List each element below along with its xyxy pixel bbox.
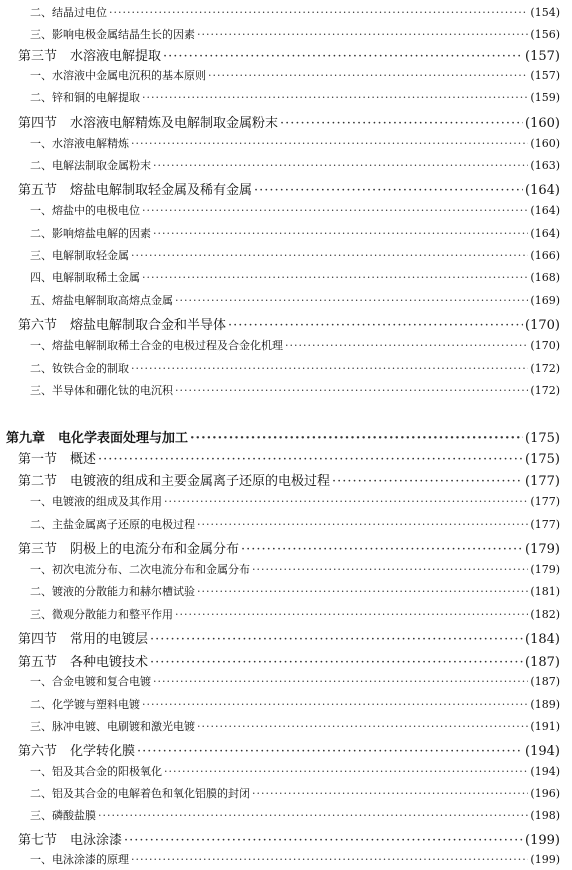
dot-leader [131, 249, 528, 262]
toc-entry-page-number: (175) [525, 452, 560, 467]
toc-entry-title: 二、钕铁合金的制取 [30, 362, 129, 375]
toc-entry-title: 第四节 水溶液电解精炼及电解制取金属粉末 [18, 116, 279, 131]
toc-entry-title: 第六节 熔盐电解制取合金和半导体 [18, 318, 227, 333]
toc-entry-page-number: (160) [525, 116, 560, 131]
toc-entry-page-number: (189) [530, 698, 560, 711]
toc-entry-title: 第五节 各种电镀技术 [18, 655, 149, 670]
toc-entry-page-number: (182) [530, 608, 560, 621]
dot-leader [164, 495, 528, 508]
dot-leader [137, 744, 523, 759]
dot-leader [332, 474, 523, 489]
dot-leader [109, 6, 528, 19]
dot-leader [208, 69, 528, 82]
toc-entry-sub [0, 718, 572, 734]
toc-entry-section [0, 829, 572, 848]
toc-entry-title: 一、铝及其合金的阳极氧化 [30, 765, 162, 778]
toc-entry-title: 第三节 阴极上的电流分布和金属分布 [18, 542, 240, 557]
toc-entry-sub [0, 606, 572, 622]
dot-leader [175, 294, 528, 307]
dot-leader [153, 227, 528, 240]
toc-entry-title: 第二节 电镀液的组成和主要金属离子还原的电极过程 [18, 474, 331, 489]
toc-entry-title: 一、合金电镀和复合电镀 [30, 675, 151, 688]
toc-entry-page-number: (170) [530, 339, 560, 352]
toc-entry-title: 二、锌和铜的电解提取 [30, 91, 140, 104]
toc-entry-page-number: (175) [525, 431, 560, 446]
toc-entry-page-number: (179) [530, 563, 560, 576]
toc-entry-section [0, 628, 572, 647]
toc-entry-page-number: (168) [530, 271, 560, 284]
toc-entry-title: 三、影响电极金属结晶生长的因素 [30, 28, 195, 41]
toc-entry-sub [0, 583, 572, 599]
dot-leader [150, 632, 523, 647]
toc-entry-sub [0, 157, 572, 173]
toc-entry-page-number: (196) [530, 787, 560, 800]
toc-entry-page-number: (198) [530, 809, 560, 822]
dot-leader [197, 585, 528, 598]
dot-leader [252, 563, 528, 576]
toc-entry-sub [0, 135, 572, 151]
toc-entry-page-number: (172) [530, 384, 560, 397]
dot-leader [228, 318, 523, 333]
toc-entry-title: 二、结晶过电位 [30, 6, 107, 19]
toc-entry-chapter [0, 427, 572, 446]
toc-entry-sub [0, 696, 572, 712]
toc-entry-section [0, 538, 572, 557]
dot-leader [241, 542, 523, 557]
dot-leader [197, 28, 528, 41]
toc-entry-title: 第六节 化学转化膜 [18, 744, 136, 759]
dot-leader [175, 608, 528, 621]
dot-leader [150, 655, 523, 670]
toc-entry-sub [0, 89, 572, 105]
dot-leader [254, 183, 523, 198]
toc-entry-page-number: (199) [525, 833, 560, 848]
toc-entry-page-number: (199) [530, 853, 560, 866]
toc-entry-page-number: (157) [525, 49, 560, 64]
toc-entry-title: 第七节 电泳涂漆 [18, 833, 123, 848]
toc-entry-page-number: (164) [525, 183, 560, 198]
toc-entry-title: 二、影响熔盐电解的因素 [30, 227, 151, 240]
toc-entry-page-number: (159) [530, 91, 560, 104]
toc-entry-title: 一、熔盐电解制取稀土合金的电极过程及合金化机理 [30, 339, 283, 352]
toc-entry-sub [0, 4, 572, 20]
toc-entry-title: 四、电解制取稀土金属 [30, 271, 140, 284]
toc-entry-title: 二、电解法制取金属粉末 [30, 159, 151, 172]
toc-entry-page-number: (172) [530, 362, 560, 375]
toc-entry-sub [0, 292, 572, 308]
toc-entry-sub [0, 337, 572, 353]
toc-entry-sub [0, 360, 572, 376]
toc-entry-title: 三、电解制取轻金属 [30, 249, 129, 262]
toc-entry-page-number: (187) [525, 655, 560, 670]
toc-entry-title: 一、电镀液的组成及其作用 [30, 495, 162, 508]
dot-leader [142, 271, 528, 284]
toc-entry-section [0, 740, 572, 759]
dot-leader [175, 384, 528, 397]
toc-entry-page-number: (181) [530, 585, 560, 598]
toc-entry-sub [0, 763, 572, 779]
toc-entry-sub [0, 225, 572, 241]
dot-leader [142, 698, 528, 711]
dot-leader [190, 431, 523, 446]
toc-entry-section [0, 45, 572, 64]
toc-entry-sub [0, 67, 572, 83]
toc-entry-page-number: (166) [530, 249, 560, 262]
toc-entry-sub [0, 785, 572, 801]
dot-leader [153, 675, 528, 688]
dot-leader [142, 204, 528, 217]
toc-entry-page-number: (177) [530, 495, 560, 508]
toc-entry-section [0, 448, 572, 467]
toc-entry-section [0, 314, 572, 333]
toc-entry-sub [0, 807, 572, 823]
toc-entry-page-number: (194) [525, 744, 560, 759]
toc-entry-sub [0, 561, 572, 577]
toc-entry-page-number: (156) [530, 28, 560, 41]
toc-entry-title: 三、磷酸盐膜 [30, 809, 96, 822]
toc-entry-title: 第五节 熔盐电解制取轻金属及稀有金属 [18, 183, 253, 198]
toc-entry-page-number: (163) [530, 159, 560, 172]
toc-entry-sub [0, 493, 572, 509]
dot-leader [285, 339, 528, 352]
toc-entry-page-number: (191) [530, 720, 560, 733]
dot-leader [131, 137, 528, 150]
toc-entry-sub [0, 269, 572, 285]
toc-entry-title: 第四节 常用的电镀层 [18, 632, 149, 647]
toc-entry-section [0, 470, 572, 489]
toc-entry-sub [0, 26, 572, 42]
toc-entry-title: 二、主盐金属离子还原的电极过程 [30, 518, 195, 531]
dot-leader [124, 833, 523, 848]
dot-leader [98, 809, 528, 822]
toc-entry-section [0, 179, 572, 198]
toc-entry-section [0, 112, 572, 131]
toc-entry-page-number: (179) [525, 542, 560, 557]
toc-entry-sub [0, 202, 572, 218]
toc-entry-page-number: (177) [525, 474, 560, 489]
toc-entry-title: 五、熔盐电解制取高熔点金属 [30, 294, 173, 307]
toc-entry-page-number: (164) [530, 227, 560, 240]
dot-leader [197, 518, 528, 531]
dot-leader [142, 91, 528, 104]
toc-entry-title: 一、水溶液电解精炼 [30, 137, 129, 150]
toc-entry-sub [0, 516, 572, 532]
toc-entry-page-number: (157) [530, 69, 560, 82]
dot-leader [163, 49, 523, 64]
toc-entry-title: 一、初次电流分布、二次电流分布和金属分布 [30, 563, 250, 576]
toc-entry-title: 二、镀液的分散能力和赫尔槽试验 [30, 585, 195, 598]
toc-entry-section [0, 651, 572, 670]
toc-entry-page-number: (177) [530, 518, 560, 531]
toc-entry-title: 一、水溶液中金属电沉积的基本原则 [30, 69, 206, 82]
toc-entry-title: 三、半导体和硼化钛的电沉积 [30, 384, 173, 397]
toc-entry-page-number: (187) [530, 675, 560, 688]
toc-entry-title: 三、脉冲电镀、电刷镀和激光电镀 [30, 720, 195, 733]
toc-entry-sub [0, 382, 572, 398]
toc-entry-sub [0, 247, 572, 263]
toc-entry-title: 第一节 概述 [18, 452, 97, 467]
dot-leader [98, 452, 523, 467]
dot-leader [131, 853, 528, 866]
toc-entry-title: 一、熔盐中的电极电位 [30, 204, 140, 217]
toc-entry-page-number: (184) [525, 632, 560, 647]
dot-leader [131, 362, 528, 375]
toc-entry-page-number: (194) [530, 765, 560, 778]
toc-entry-sub [0, 673, 572, 689]
toc-entry-page-number: (170) [525, 318, 560, 333]
dot-leader [252, 787, 528, 800]
toc-entry-page-number: (164) [530, 204, 560, 217]
toc-entry-title: 二、铝及其合金的电解着色和氧化铝膜的封闭 [30, 787, 250, 800]
toc-entry-title: 一、电泳涂漆的原理 [30, 853, 129, 866]
toc-entry-title: 二、化学镀与塑料电镀 [30, 698, 140, 711]
dot-leader [153, 159, 528, 172]
toc-entry-page-number: (160) [530, 137, 560, 150]
toc-entry-title: 第九章 电化学表面处理与加工 [6, 431, 189, 446]
dot-leader [197, 720, 528, 733]
dot-leader [164, 765, 528, 778]
toc-entry-page-number: (169) [530, 294, 560, 307]
toc-entry-sub [0, 851, 572, 867]
toc-entry-title: 第三节 水溶液电解提取 [18, 49, 162, 64]
dot-leader [280, 116, 523, 131]
toc-entry-title: 三、微观分散能力和整平作用 [30, 608, 173, 621]
toc-entry-page-number: (154) [530, 6, 560, 19]
